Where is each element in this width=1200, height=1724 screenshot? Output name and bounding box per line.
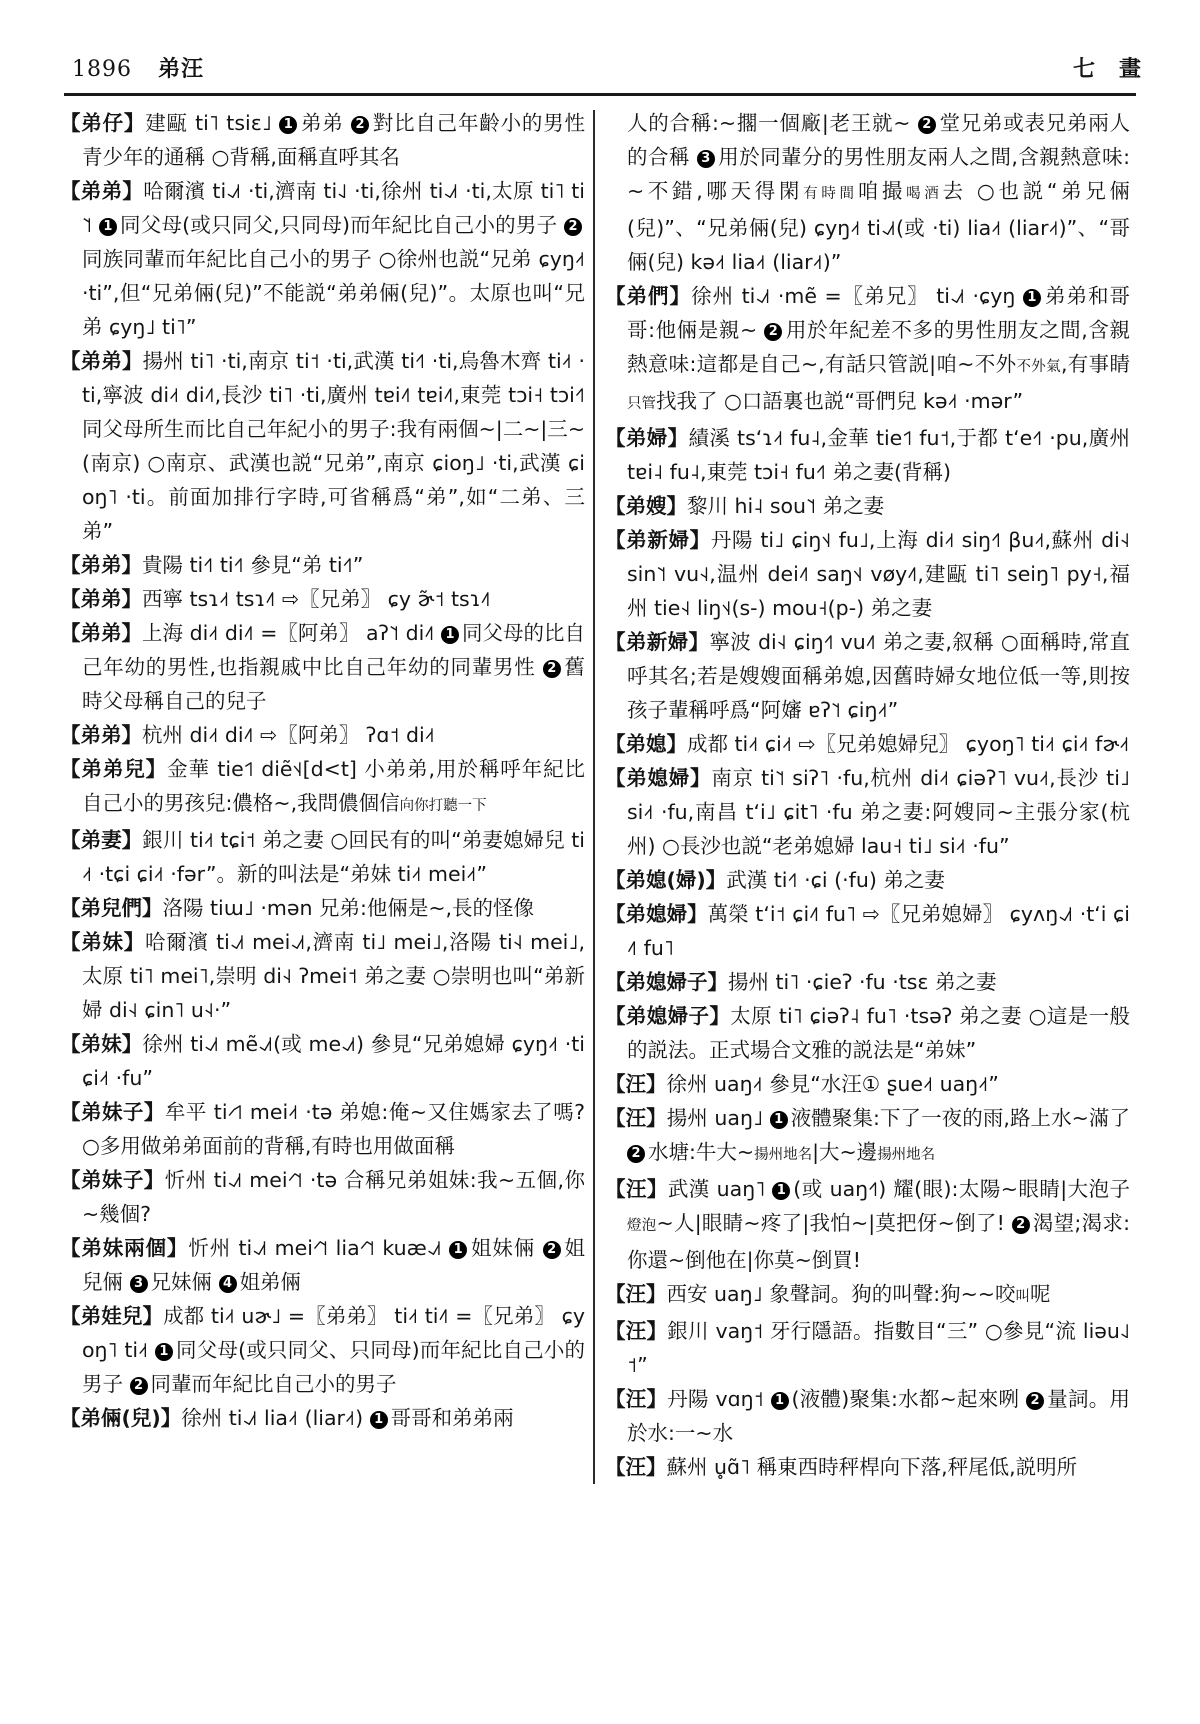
entry-headword: 【弟媳(婦)】	[605, 868, 727, 892]
text-columns	[0, 96, 1200, 1484]
sense-number: 2	[1026, 1392, 1044, 1410]
entry-headword: 【汪】	[605, 1282, 667, 1306]
dictionary-entry: 【弟媳婦】南京 ti˥˦ siʔ˥ ·fu,杭州 di˨˦ ɕiəʔ˥ vu˨˦,長沙 ti˩ si˨˦ ·fu,南昌 tʻi˩ ɕit˥ ·fu 弟之妻:阿嫂同~主張分家(杭州) ○長沙也説“老弟媳婦 lau˧ ti˩ si˨˦ ·fu”	[605, 766, 1130, 858]
entry-headword: 【弟妹子】	[60, 1100, 165, 1124]
sense-number: 1	[770, 1111, 788, 1129]
sense-number: 2	[764, 323, 782, 341]
stroke-section: 七 畫	[1072, 57, 1142, 82]
entry-headword: 【弟妹兩個】	[60, 1236, 189, 1260]
dictionary-entry: 【弟新婦】丹陽 ti˩ ɕiŋ˦˨ fu˩,上海 di˨˦ siŋ˧˥ βu˨˦,蘇州 di˧˨ sin˥˦ vu˧˨,温州 dei˨˥ saŋ˦˨ vøy˨˥,建甌 ti˥ seiŋ˥ py˧,福州 tie˧˨ liŋ˦˨(s-) mou˧(p-) 弟之妻	[605, 528, 1130, 620]
dictionary-entry: 【弟妹兩個】忻州 ti˨˩˦ mei˧˥˦ lia˧˥˦ kuæ˨˩˦ 1 姐妹倆 2 姐兒倆 3 兄妹倆 4 姐弟倆	[60, 1236, 585, 1294]
gloss-note: 叫	[1015, 1289, 1030, 1305]
dictionary-entry: 【弟妹子】牟平 ti˨˦˥ mei˨˦ ·tə 弟媳:俺~又住媽家去了嗎? ○多用做弟弟面前的背稱,有時也用做面稱	[60, 1100, 586, 1158]
sense-number: 2	[564, 218, 582, 236]
entry-headword: 【弟弟兒】	[60, 757, 168, 781]
entry-headword: 【弟妹】	[60, 1032, 143, 1056]
entry-headword: 【弟婦】	[605, 426, 689, 450]
dictionary-entry: 【汪】銀川 vaŋ˦ 牙行隱語。指數目“三” ○參見“流 liəu˨˩˦”	[605, 1319, 1131, 1377]
dictionary-entry: 【弟妹】哈爾濱 ti˨˩˦ mei˨˩˦,濟南 ti˩ mei˩,洛陽 ti˧˨ mei˩,太原 ti˥ mei˥,崇明 di˧˨ ʔmei˦ 弟之妻 ○崇明也叫“弟新婦 di˧˨ ɕin˥ u˧˨·”	[60, 930, 586, 1022]
sense-number: 1	[370, 1411, 388, 1429]
entry-headword: 【弟仔】	[60, 111, 146, 135]
entry-headword: 【汪】	[605, 1387, 668, 1411]
left-column	[60, 106, 585, 1484]
gloss-note: 不外氣	[1016, 359, 1061, 375]
sense-number: 1	[772, 1182, 790, 1200]
entry-headword: 【汪】	[605, 1319, 668, 1343]
dictionary-entry: 【弟弟】揚州 ti˥ ·ti,南京 ti˦ ·ti,武漢 ti˧˥ ·ti,烏魯木齊 ti˨˦ ·ti,寧波 di˨˦ di˨˥,長沙 ti˥ ·ti,廣州 tɐi˨˥ tɐi˨˥,東莞 tɔi˧ tɔi˧˥ 同父母所生而比自己年紀小的男子:我有兩個~|二~|三~(南京) ○南京、武漢也説“兄弟”,南京 ɕioŋ˩ ·ti,武漢 ɕioŋ˥ ·ti。前面加排行字時,可省稱爲“弟”,如“二弟、三弟”	[60, 349, 585, 543]
dictionary-entry: 【弟妹子】忻州 ti˨˩˦ mei˧˥˦ ·tə 合稱兄弟姐妹:我~五個,你~幾個?	[60, 1168, 586, 1226]
entry-headword: 【弟媳】	[605, 732, 687, 756]
gloss-note: 揚州地名	[754, 1147, 813, 1163]
entry-headword: 【弟新婦】	[605, 528, 711, 552]
sense-number: 1	[449, 1241, 467, 1259]
page-number: 1896	[72, 57, 132, 82]
gloss-note: 揚州地名	[877, 1147, 936, 1163]
entry-headword: 【弟弟】	[60, 349, 143, 373]
dictionary-entry: 【弟弟】哈爾濱 ti˨˩˦ ·ti,濟南 ti˨˩ ·ti,徐州 ti˨˩˦ ·ti,太原 ti˥ ti˥˦ 1 同父母(或只同父,只同母)而年紀比自己小的男子 2同族同輩而年紀比自己小的男子 ○徐州也説“兄弟 ɕyŋ˨˦ ·ti”,但“兄弟倆(兒)”不能説“弟弟倆(兒)”。太原也叫“兄弟 ɕyŋ˩ ti˥”	[60, 179, 585, 339]
dictionary-entry: 【弟妻】銀川 ti˨˦ tɕi˦ 弟之妻 ○回民有的叫“弟妻媳婦兒 ti˨˦ ·tɕi ɕi˨˦ ·fər”。新的叫法是“弟妹 ti˨˦ mei˨˦”	[60, 828, 585, 886]
dictionary-entry: 【弟嫂】黎川 hi˨ sou˥˦ 弟之妻	[605, 494, 885, 518]
dictionary-entry: 【汪】武漢 uaŋ˥ 1 (或 uaŋ˧˥) 耀(眼):太陽~眼睛|大泡子燈泡~人|眼睛~疼了|我怕~|莫把伢~倒了! 2 渴望;渴求:你還~倒他在|你莫~倒買!	[605, 1177, 1130, 1272]
dictionary-entry: 【汪】西安 uaŋ˩ 象聲詞。狗的叫聲:狗~~咬叫呢	[605, 1282, 1051, 1306]
dictionary-entry: 【弟們】徐州 ti˨˩˦ ·mẽ =〖弟兄〗 ti˨˩˦ ·ɕyŋ 1 弟弟和哥哥:他倆是親~ 2 用於年紀差不多的男性朋友之間,含親熱意味:這都是自己~,有話只管説|咱~不外不外氣,有事睛只管找我了 ○口語裏也説“哥們兒 kə˨˦ ·mər”	[605, 284, 1131, 413]
dictionary-entry: 【弟弟】西寧 tsɿ˨˦ tsɿ˨˥ ⇨〖兄弟〗 ɕy ɚ̃˦ tsɿ˨˥	[60, 587, 491, 611]
dictionary-entry: 【弟弟兒】金華 tie˦˥ diẽ˦˨[d<t] 小弟弟,用於稱呼年紀比自己小的男孩兒:儂格~,我問儂個信向你打聽一下	[60, 757, 585, 815]
gloss-note: 燈泡	[627, 1218, 657, 1234]
sense-number: 1	[441, 626, 459, 644]
sense-number: 2	[130, 1377, 148, 1395]
page-header	[0, 0, 1200, 83]
sense-number: 2	[1012, 1216, 1030, 1234]
column-divider	[593, 110, 595, 1484]
sense-number: 1	[99, 218, 117, 236]
entry-headword: 【弟娃兒】	[60, 1304, 164, 1328]
entry-headword: 【弟媳婦子】	[605, 1004, 731, 1028]
entry-headword: 【弟新婦】	[605, 630, 710, 654]
sense-number: 4	[219, 1275, 237, 1293]
entry-headword: 【汪】	[605, 1455, 667, 1479]
gloss-note: 有時間	[803, 186, 858, 202]
sense-number: 1	[279, 116, 297, 134]
entry-headword: 【汪】	[605, 1177, 668, 1201]
dictionary-entry: 【弟仔】建甌 ti˥ tsiɛ˩ 1 弟弟 2 對比自己年齡小的男性青少年的通稱 ○背稱,面稱直呼其名	[60, 111, 585, 169]
dictionary-entry: 【弟妹】徐州 ti˨˩˦ mẽ˨˩˦(或 me˨˩˦) 參見“兄弟媳婦 ɕyŋ˨˦ ·ti ɕi˨˦ ·fu”	[60, 1032, 585, 1090]
dictionary-entry: 【弟兒們】洛陽 tiɯ˩ ·mən 兄弟:他倆是~,長的怪像	[60, 896, 535, 920]
dictionary-entry: 【弟弟】貴陽 ti˧˥ ti˧˥ 參見“弟 ti˧˥”	[60, 553, 364, 577]
entry-headword: 【弟倆(兒)】	[60, 1406, 182, 1430]
entry-headword: 【弟嫂】	[605, 494, 687, 518]
dictionary-entry: 人的合稱:~擱一個廠|老王就~ 2 堂兄弟或表兄弟兩人的合稱 3 用於同輩分的男性朋友兩人之間,含親熱意味:~不錯,哪天得閑有時間咱撮喝酒去 ○也説“弟兄倆(兒)”、“兄弟倆(兒) ɕyŋ˨˦ ti˨˩˦(或 ·ti) lia˨˦ (liar˨˦)”、“哥倆(兒) kə˨˦ lia˨˦ (liar˨˦)”	[627, 111, 1131, 274]
entry-headword: 【弟妻】	[60, 828, 143, 852]
dictionary-entry: 【汪】揚州 uaŋ˩ 1 液體聚集:下了一夜的雨,路上水~滿了 2 水塘:牛大~揚州地名|大~邊揚州地名	[605, 1106, 1130, 1164]
gloss-note: 喝酒	[906, 186, 943, 202]
sense-number: 1	[771, 1392, 789, 1410]
entry-headword: 【弟妹】	[60, 930, 146, 954]
sense-number: 1	[1023, 289, 1041, 307]
entry-headword: 【弟弟】	[60, 621, 143, 645]
entry-headword: 【弟弟】	[60, 179, 144, 203]
sense-number: 2	[627, 1145, 645, 1163]
gloss-note: 向你打聽一下	[399, 798, 487, 814]
dictionary-entry: 【汪】徐州 uaŋ˨˦ 參見“水汪① ʂue˨˦ uaŋ˨˦”	[605, 1072, 999, 1096]
entry-headword: 【汪】	[605, 1072, 667, 1096]
dictionary-entry: 【弟倆(兒)】徐州 ti˨˩˦ lia˨˦ (liar˨˦) 1 哥哥和弟弟兩	[60, 1406, 514, 1430]
sense-number: 3	[697, 150, 715, 168]
gloss-note: 只管	[627, 396, 656, 412]
sense-number: 2	[543, 1241, 561, 1259]
dictionary-entry: 【汪】蘇州 u̥ɑ̃˥ 稱東西時秤桿向下落,秤尾低,説明所	[605, 1455, 1078, 1479]
entry-headword: 【弟兒們】	[60, 896, 163, 920]
dictionary-entry: 【弟娃兒】成都 ti˨˦ uɚ˩ =〖弟弟〗 ti˨˦ ti˨˥ =〖兄弟〗 ɕyoŋ˥ ti˨˦ 1 同父母(或只同父、只同母)而年紀比自己小的男子 2 同輩而年紀比自己小的男子	[60, 1304, 585, 1396]
right-column	[601, 106, 1130, 1484]
sense-number: 2	[543, 660, 561, 678]
dictionary-entry: 【弟媳婦子】太原 ti˥ ɕiəʔ˨ fu˥ ·tsəʔ 弟之妻 ○這是一般的説法。正式場合文雅的説法是“弟妹”	[605, 1004, 1131, 1062]
entry-headword: 【弟媳婦】	[605, 902, 708, 926]
entry-headword: 【弟弟】	[60, 587, 142, 611]
dictionary-entry: 【汪】丹陽 vɑŋ˦ 1 (液體)聚集:水都~起來咧 2 量詞。用於水:一~水	[605, 1387, 1131, 1445]
sense-number: 2	[351, 116, 369, 134]
dictionary-entry: 【弟婦】績溪 tsʻɿ˨˦ fu˨,金華 tie˦˥ fu˦,于都 tʻe˧˥ ·pu,廣州 tɐi˨ fu˨,東莞 tɔi˧ fu˧˥ 弟之妻(背稱)	[605, 426, 1130, 484]
sense-number: 1	[155, 1343, 173, 1361]
guide-word: 弟汪	[158, 57, 205, 82]
entry-headword: 【弟弟】	[60, 723, 142, 747]
dictionary-entry: 【弟弟】上海 di˨˦ di˨˥ =〖阿弟〗 aʔ˥˦ di˨˥ 1 同父母的比自己年幼的男性,也指親戚中比自己年幼的同輩男性 2 舊時父母稱自己的兒子	[60, 621, 586, 713]
entry-headword: 【弟妹子】	[60, 1168, 165, 1192]
entry-headword: 【汪】	[605, 1106, 667, 1130]
sense-number: 2	[918, 116, 936, 134]
dictionary-entry: 【弟媳婦子】揚州 ti˥ ·ɕieʔ ·fu ·tsɛ 弟之妻	[605, 970, 997, 994]
dictionary-entry: 【弟媳婦】萬榮 tʻi˦ ɕi˨˥ fu˥ ⇨〖兄弟媳婦〗 ɕyʌŋ˨˩˦ ·tʻi ɕi˨˥ fu˥	[605, 902, 1130, 960]
dictionary-entry: 【弟媳(婦)】武漢 ti˧˥ ·ɕi (·fu) 弟之妻	[605, 868, 945, 892]
entry-headword: 【弟媳婦子】	[605, 970, 728, 994]
dictionary-entry: 【弟新婦】寧波 di˧˨ ɕiŋ˧˥ vu˨˥ 弟之妻,叙稱 ○面稱時,常直呼其名;若是嫂嫂面稱弟媳,因舊時婦女地位低一等,則按孩子輩稱呼爲“阿嬸 ɐʔ˥˦ ɕiŋ˨˦”	[605, 630, 1131, 722]
sense-number: 3	[130, 1275, 148, 1293]
dictionary-entry: 【弟媳】成都 ti˨˦ ɕi˨˦ ⇨〖兄弟媳婦兒〗 ɕyoŋ˥ ti˨˦ ɕi˨˦ fɚ˨˦	[605, 732, 1130, 756]
entry-headword: 【弟弟】	[60, 553, 142, 577]
entry-headword: 【弟媳婦】	[605, 766, 712, 790]
dictionary-entry: 【弟弟】杭州 di˨˦ di˨˥ ⇨〖阿弟〗 ʔɑ˦ di˨˦	[60, 723, 435, 747]
entry-headword: 【弟們】	[605, 284, 692, 308]
